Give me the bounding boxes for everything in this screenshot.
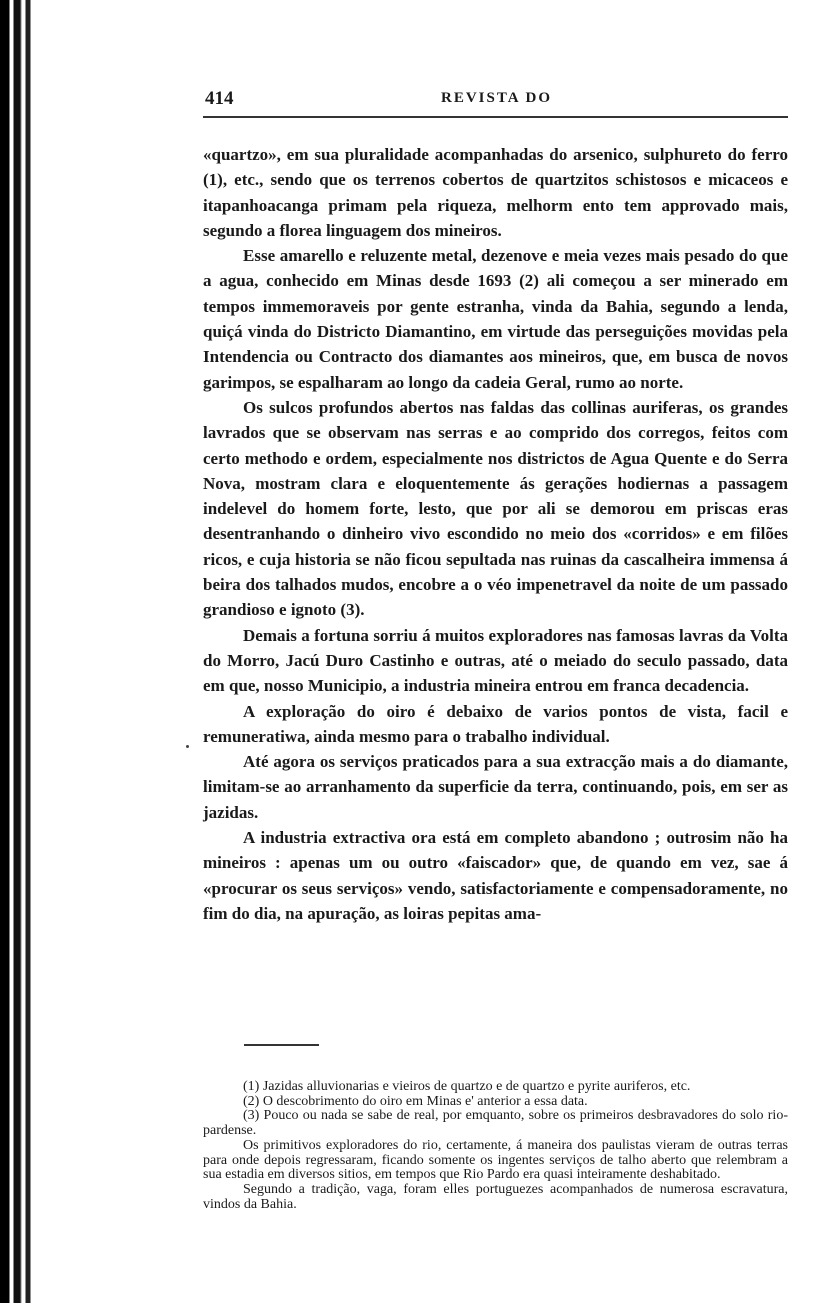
body-text	[203, 142, 788, 926]
margin-mark	[186, 745, 189, 748]
paragraph-3: Os sulcos profundos abertos nas faldas das collinas auriferas, os grandes lavrados que se observam nas serras e ao comprido dos corregos, feitos com certo methodo e ordem, especialmente nos districtos de Agua Quente e do Serra Nova, mostram clara e eloquentemente ás gerações hodiernas a passagem indelevel do homem forte, lesto, que por ali se demorou em priscas eras desentranhando o dinheiro vivo escondido no meio dos «corridos» e em filões ricos, e cuja historia se não ficou sepultada nas ruinas da cascalheira immensa á beira dos talhados mudos, encobre a o véo impenetravel da noite de um passado grandioso e ignoto (3).	[203, 397, 788, 620]
paragraph-1: «quartzo», em sua pluralidade acompanhadas do arsenico, sulphureto do ferro (1), etc., sendo que os terrenos cobertos de quartzitos schistosos e micaceos e itapanhoacanga primam pela riqueza, melhorm ento tem approvado mais, segundo a florea linguagem dos mineiros.	[203, 145, 788, 240]
page-number: 414	[205, 88, 234, 109]
footnote-2: (2) O descobrimento do oiro em Minas e' anterior a essa data.	[243, 1093, 588, 1109]
footnote-3-end: Segundo a tradição, vaga, foram elles portuguezes acompanhados de numerosa escravatura, vindos da Bahia.	[203, 1181, 788, 1212]
running-head: REVISTA DO	[441, 90, 552, 106]
book-binding-edge	[0, 0, 34, 1303]
footnotes	[203, 1080, 788, 1212]
paragraph-6: Até agora os serviços praticados para a sua extracção mais a do diamante, limitam-se ao arranhamento da superficie da terra, continuando, pois, em ser as jazidas.	[203, 752, 788, 822]
paragraph-2: Esse amarello e reluzente metal, dezenove e meia vezes mais pesado do que a agua, conhecido em Minas desde 1693 (2) ali começou a ser minerado em tempos immemoraveis por gente estranha, vinda da Bahia, segundo a lenda, quiçá vinda do Districto Diamantino, em virtude das perseguições movidas pela Intendencia ou Contracto dos diamantes aos mineiros, que, em busca de novos garimpos, se espalharam ao longo da cadeia Geral, rumo ao norte.	[203, 246, 788, 392]
footnote-3-continued: Os primitivos exploradores do rio, certamente, á maneira dos paulistas vieram de outras terras para onde depois regressaram, ficando somente os ingentes serviços de talho aberto que relembram a sua estadia em diversos sitios, em tempos que Rio Pardo era quasi inteiramente deshabitado.	[203, 1137, 788, 1183]
header-rule	[203, 116, 788, 118]
paragraph-4: Demais a fortuna sorriu á muitos exploradores nas famosas lavras da Volta do Morro, Jacú Duro Castinho e outras, até o meiado do seculo passado, data em que, nosso Municipio, a industria mineira entrou em franca decadencia.	[203, 625, 788, 696]
paragraph-5: A exploração do oiro é debaixo de varios pontos de vista, facil e remuneratiwa, ainda mesmo para o trabalho individual.	[203, 701, 788, 746]
paragraph-7: A industria extractiva ora está em completo abandono ; outrosim não ha mineiros : apenas um ou outro «faiscador» que, de quando em vez, sae á «procurar os seus serviços» vendo, satisfactoriamente e compensadoramente, no fim do dia, na apuração, as loiras pepitas ama-	[203, 828, 788, 923]
footnote-3: (3) Pouco ou nada se sabe de real, por emquanto, sobre os primeiros desbravadores do solo rio-pardense.	[203, 1108, 788, 1139]
footnote-1: (1) Jazidas alluvionarias e vieiros de quartzo e de quartzo e pyrite auriferos, etc.	[243, 1079, 691, 1094]
page-header	[205, 88, 788, 112]
footnote-rule	[244, 1044, 319, 1046]
